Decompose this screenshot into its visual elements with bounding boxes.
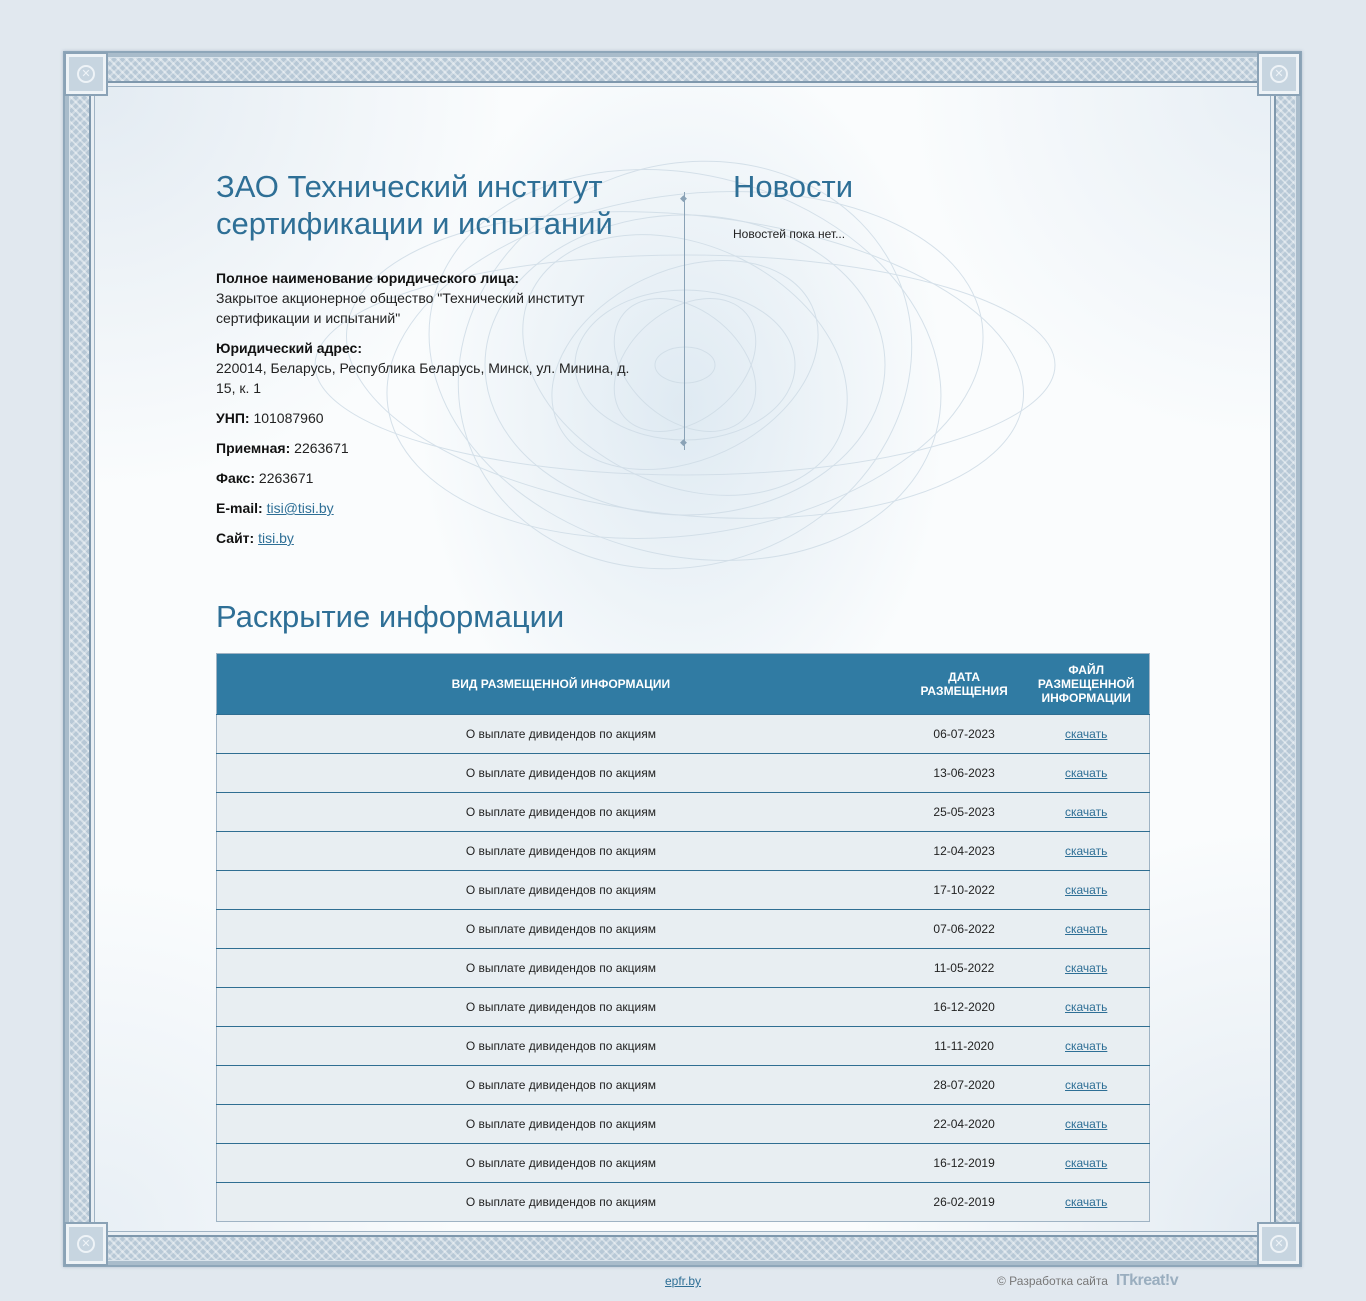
download-link[interactable]: скачать <box>1065 766 1108 780</box>
download-link[interactable]: скачать <box>1065 1000 1108 1014</box>
row-date: 06-07-2023 <box>905 715 1024 754</box>
developer-logo[interactable]: ITkreat!v <box>1115 1272 1179 1289</box>
table-row <box>217 1144 1150 1183</box>
email-field <box>216 498 634 518</box>
news-title: Новости <box>733 169 854 204</box>
row-date: 25-05-2023 <box>905 793 1024 832</box>
reception-label: Приемная: <box>216 440 291 456</box>
row-type: О выплате дивидендов по акциям <box>217 910 905 949</box>
fax-value: 2263671 <box>258 470 314 486</box>
footer-epfr-link[interactable]: epfr.by <box>665 1274 702 1288</box>
row-type: О выплате дивидендов по акциям <box>217 1105 905 1144</box>
corner-ornament-icon: ✕ <box>64 52 108 96</box>
table-header-row <box>217 654 1150 715</box>
column-header-file: ФАЙЛ РАЗМЕЩЕННОЙ ИНФОРМАЦИИ <box>1023 654 1149 715</box>
address-label: Юридический адрес: <box>216 340 362 356</box>
row-type: О выплате дивидендов по акциям <box>217 1183 905 1222</box>
news-section <box>733 168 1113 241</box>
unp-value: 101087960 <box>253 410 324 426</box>
unp-field <box>216 408 634 428</box>
row-file-cell <box>1023 1066 1149 1105</box>
row-file-cell <box>1023 949 1149 988</box>
download-link[interactable]: скачать <box>1065 1195 1108 1209</box>
fax-field <box>216 468 634 488</box>
download-link[interactable]: скачать <box>1065 961 1108 975</box>
row-date: 11-05-2022 <box>905 949 1024 988</box>
table-row <box>217 910 1150 949</box>
corner-ornament-icon: ✕ <box>1257 1222 1301 1266</box>
organization-title: ЗАО Технический институт сертификации и испытаний <box>216 169 613 241</box>
reception-value: 2263671 <box>294 440 349 456</box>
row-file-cell <box>1023 910 1149 949</box>
unp-label: УНП: <box>216 410 250 426</box>
table-body <box>217 715 1150 1222</box>
table-row <box>217 832 1150 871</box>
row-type: О выплате дивидендов по акциям <box>217 949 905 988</box>
row-date: 17-10-2022 <box>905 871 1024 910</box>
row-date: 07-06-2022 <box>905 910 1024 949</box>
row-date: 28-07-2020 <box>905 1066 1024 1105</box>
row-type: О выплате дивидендов по акциям <box>217 871 905 910</box>
row-file-cell <box>1023 715 1149 754</box>
column-header-type: ВИД РАЗМЕЩЕННОЙ ИНФОРМАЦИИ <box>217 654 905 715</box>
row-type: О выплате дивидендов по акциям <box>217 832 905 871</box>
site-label: Сайт: <box>216 530 255 546</box>
developer-credit <box>997 1272 1178 1290</box>
site-field <box>216 528 634 548</box>
row-type: О выплате дивидендов по акциям <box>217 1066 905 1105</box>
download-link[interactable]: скачать <box>1065 1117 1108 1131</box>
row-type: О выплате дивидендов по акциям <box>217 988 905 1027</box>
table-row <box>217 1105 1150 1144</box>
column-divider <box>684 192 685 450</box>
table-row <box>217 949 1150 988</box>
corner-ornament-icon: ✕ <box>64 1222 108 1266</box>
row-date: 13-06-2023 <box>905 754 1024 793</box>
download-link[interactable]: скачать <box>1065 805 1108 819</box>
organization-info <box>216 168 634 558</box>
address-value: 220014, Беларусь, Республика Беларусь, Минск, ул. Минина, д. 15, к. 1 <box>216 360 630 396</box>
row-file-cell <box>1023 793 1149 832</box>
row-type: О выплате дивидендов по акциям <box>217 715 905 754</box>
row-type: О выплате дивидендов по акциям <box>217 754 905 793</box>
disclosure-table <box>216 653 1150 1222</box>
table-row <box>217 988 1150 1027</box>
row-file-cell <box>1023 1183 1149 1222</box>
row-date: 16-12-2019 <box>905 1144 1024 1183</box>
address-field <box>216 338 634 398</box>
full-name-field <box>216 268 634 328</box>
download-link[interactable]: скачать <box>1065 1156 1108 1170</box>
row-type: О выплате дивидендов по акциям <box>217 1027 905 1066</box>
disclosure-title: Раскрытие информации <box>216 599 565 634</box>
table-row <box>217 1027 1150 1066</box>
row-file-cell <box>1023 754 1149 793</box>
table-row <box>217 1066 1150 1105</box>
row-file-cell <box>1023 988 1149 1027</box>
email-label: E-mail: <box>216 500 263 516</box>
email-link[interactable]: tisi@tisi.by <box>266 500 334 516</box>
corner-ornament-icon: ✕ <box>1257 52 1301 96</box>
download-link[interactable]: скачать <box>1065 727 1108 741</box>
full-name-value: Закрытое акционерное общество "Технический институт сертификации и испытаний" <box>216 290 585 326</box>
site-link[interactable]: tisi.by <box>258 530 294 546</box>
column-header-date: ДАТА РАЗМЕЩЕНИЯ <box>905 654 1024 715</box>
table-row <box>217 871 1150 910</box>
download-link[interactable]: скачать <box>1065 883 1108 897</box>
developer-text: © Разработка сайта <box>997 1274 1108 1288</box>
full-name-label: Полное наименование юридического лица: <box>216 270 520 286</box>
table-row <box>217 1183 1150 1222</box>
row-date: 12-04-2023 <box>905 832 1024 871</box>
download-link[interactable]: скачать <box>1065 922 1108 936</box>
download-link[interactable]: скачать <box>1065 1039 1108 1053</box>
row-date: 11-11-2020 <box>905 1027 1024 1066</box>
row-date: 22-04-2020 <box>905 1105 1024 1144</box>
table-row <box>217 793 1150 832</box>
table-row <box>217 715 1150 754</box>
row-file-cell <box>1023 1105 1149 1144</box>
row-file-cell <box>1023 871 1149 910</box>
row-type: О выплате дивидендов по акциям <box>217 793 905 832</box>
download-link[interactable]: скачать <box>1065 844 1108 858</box>
fax-label: Факс: <box>216 470 256 486</box>
reception-field <box>216 438 634 458</box>
row-date: 26-02-2019 <box>905 1183 1024 1222</box>
row-type: О выплате дивидендов по акциям <box>217 1144 905 1183</box>
row-file-cell <box>1023 832 1149 871</box>
row-file-cell <box>1023 1027 1149 1066</box>
table-row <box>217 754 1150 793</box>
row-date: 16-12-2020 <box>905 988 1024 1027</box>
download-link[interactable]: скачать <box>1065 1078 1108 1092</box>
row-file-cell <box>1023 1144 1149 1183</box>
news-empty-text: Новостей пока нет... <box>733 227 846 241</box>
